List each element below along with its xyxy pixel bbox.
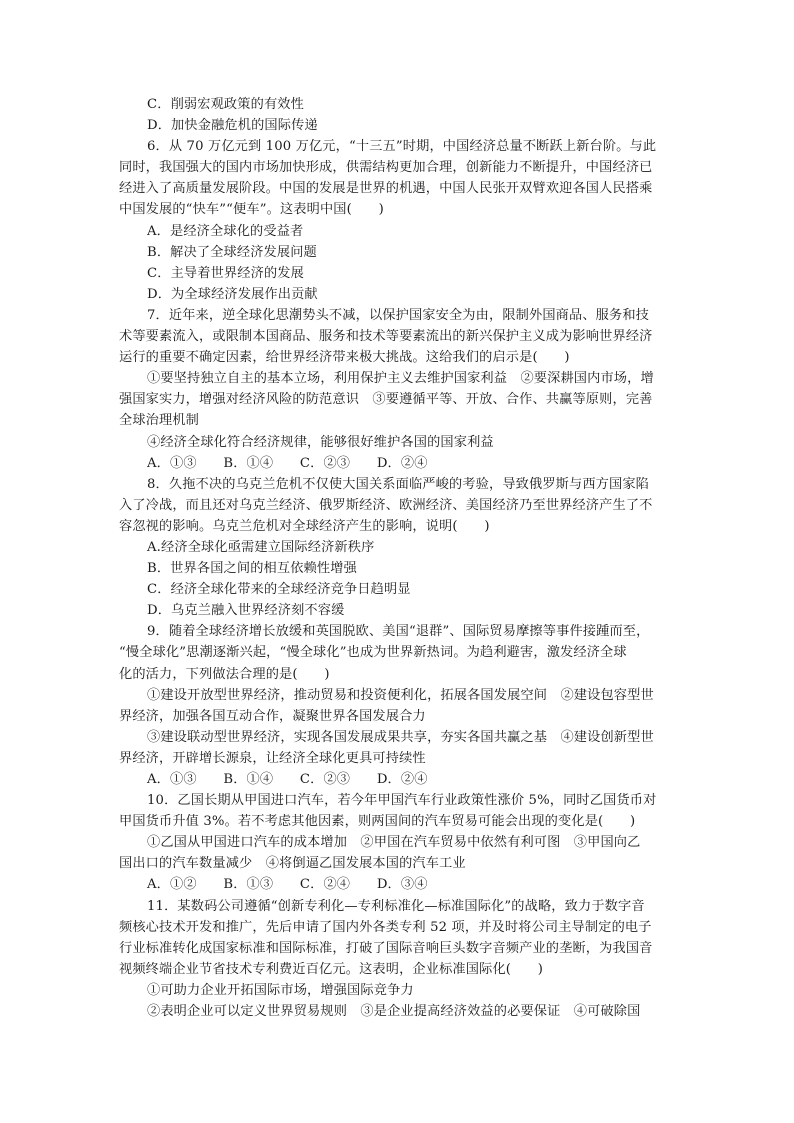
- text-line: 国出口的汽车数量减少 ④将倒逼乙国发展本国的汽车工业: [119, 856, 466, 872]
- text-line: A．是经济全球化的受益者: [147, 223, 304, 239]
- text-line: 容忽视的影响。乌克兰危机对全球经济产生的影响，说明( ): [119, 518, 490, 534]
- text-line: 中国发展的“快车”“便车”。这表明中国( ): [119, 202, 384, 218]
- text-line: 10．乙国长期从甲国进口汽车，若今年甲国汽车行业政策性涨价 5%，同时乙国货币对: [147, 793, 657, 809]
- text-line: “慢全球化”思潮逐渐兴起，“慢全球化”也成为世界新热词。为趋利避害，激发经济全球: [119, 645, 627, 661]
- text-line: A．①② B．①③ C．②④ D．③④: [147, 877, 428, 893]
- text-line: 界经济，加强各国互动合作，凝聚世界各国发展合力: [119, 708, 426, 724]
- text-line: B．解决了全球经济发展问题: [147, 244, 317, 260]
- text-line: A．①③ B．①④ C．②③ D．②④: [147, 455, 428, 471]
- text-line: 视频终端企业节省技术专利费近百亿元。这表明，企业标准国际化( ): [119, 961, 544, 977]
- text-line: ②表明企业可以定义世界贸易规则 ③是企业提高经济效益的必要保证 ④可破除国: [147, 1004, 641, 1020]
- text-line: 甲国货币升值 3%。若不考虑其他因素，则两国间的汽车贸易可能会出现的变化是( ): [119, 814, 636, 830]
- text-line: 强国家实力，增强对经济风险的防范意识 ③要遵循平等、开放、合作、共赢等原则，完善: [119, 392, 653, 408]
- text-line: ④经济全球化符合经济规律，能够很好维护各国的国家利益: [147, 434, 494, 450]
- text-line: ①乙国从甲国进口汽车的成本增加 ②甲国在汽车贸易中依然有利可图 ③甲国向乙: [147, 835, 641, 851]
- text-line: ①建设开放型世界经济，推动贸易和投资便利化，拓展各国发展空间 ②建设包容型世: [147, 687, 654, 703]
- text-line: C．主导着世界经济的发展: [147, 265, 304, 281]
- text-line: A.经济全球化亟需建立国际经济新秩序: [147, 539, 375, 555]
- text-line: A．①③ B．①④ C．②③ D．②④: [147, 772, 428, 787]
- text-line: ①可助力企业开拓国际市场，增强国际竞争力: [147, 982, 414, 998]
- text-line: 界经济，开辟增长源泉，让经济全球化更具可持续性: [119, 750, 426, 766]
- text-line: 行业标准转化成国家标准和国际标准，打破了国际音响巨头数字音频产业的垄断，为我国音: [119, 940, 653, 956]
- text-line: 8．久拖不决的乌克兰危机不仅使大国关系面临严峻的考验，导致俄罗斯与西方国家陷: [147, 476, 650, 492]
- text-line: 术等要素流入，或限制本国商品、服务和技术等要素流出的新兴保护主义成为影响世界经济: [119, 329, 653, 345]
- text-line: 6．从 70 万亿元到 100 万亿元，“十三五”时期，中国经济总量不断跃上新台阶。与此: [147, 139, 657, 155]
- text-line: 频核心技术开发和推广，先后申请了国内外各类专利 52 项，并及时将公司主导制定的电子: [119, 919, 652, 935]
- text-line: B．世界各国之间的相互依赖性增强: [147, 561, 357, 577]
- text-line: 经进入了高质量发展阶段。中国的发展是世界的机遇，中国人民张开双臂欢迎各国人民搭乘: [119, 181, 653, 197]
- text-line: C．经济全球化带来的全球经济竞争日趋明显: [147, 582, 411, 598]
- text-line: 11．某数码公司遵循“创新专利化—专利标准化—标准国际化”的战略，致力于数字音: [147, 898, 645, 914]
- exam-page-text: [119, 94, 675, 1022]
- text-line: D．为全球经济发展作出贡献: [147, 286, 318, 302]
- text-line: 9．随着全球经济增长放缓和英国脱欧、美国“退群”、国际贸易摩擦等事件接踵而至，: [147, 624, 650, 640]
- text-line: D．加快金融危机的国际传递: [147, 118, 318, 134]
- text-line: ①要坚持独立自主的基本立场，利用保护主义去维护国家利益 ②要深耕国内市场，增: [147, 371, 654, 387]
- text-line: 运行的重要不确定因素，给世界经济带来极大挑战。这给我们的启示是( ): [119, 350, 570, 366]
- text-line: 全球治理机制: [119, 413, 200, 429]
- text-line: ③建设联动型世界经济，实现各国发展成果共享，夯实各国共赢之基 ④建设创新型世: [147, 729, 654, 745]
- text-line: 7．近年来，逆全球化思潮势头不减，以保护国家安全为由，限制外国商品、服务和技: [147, 307, 650, 323]
- text-line: 同时，我国强大的国内市场加快形成，供需结构更加合理，创新能力不断提升，中国经济已: [119, 160, 653, 176]
- text-line: 化的活力，下列做法合理的是( ): [119, 666, 330, 682]
- text-line: C．削弱宏观政策的有效性: [147, 97, 304, 112]
- text-line: D．乌克兰融入世界经济刻不容缓: [147, 603, 345, 619]
- text-line: 入了冷战，而且还对乌克兰经济、俄罗斯经济、欧洲经济、美国经济乃至世界经济产生了不: [119, 497, 653, 513]
